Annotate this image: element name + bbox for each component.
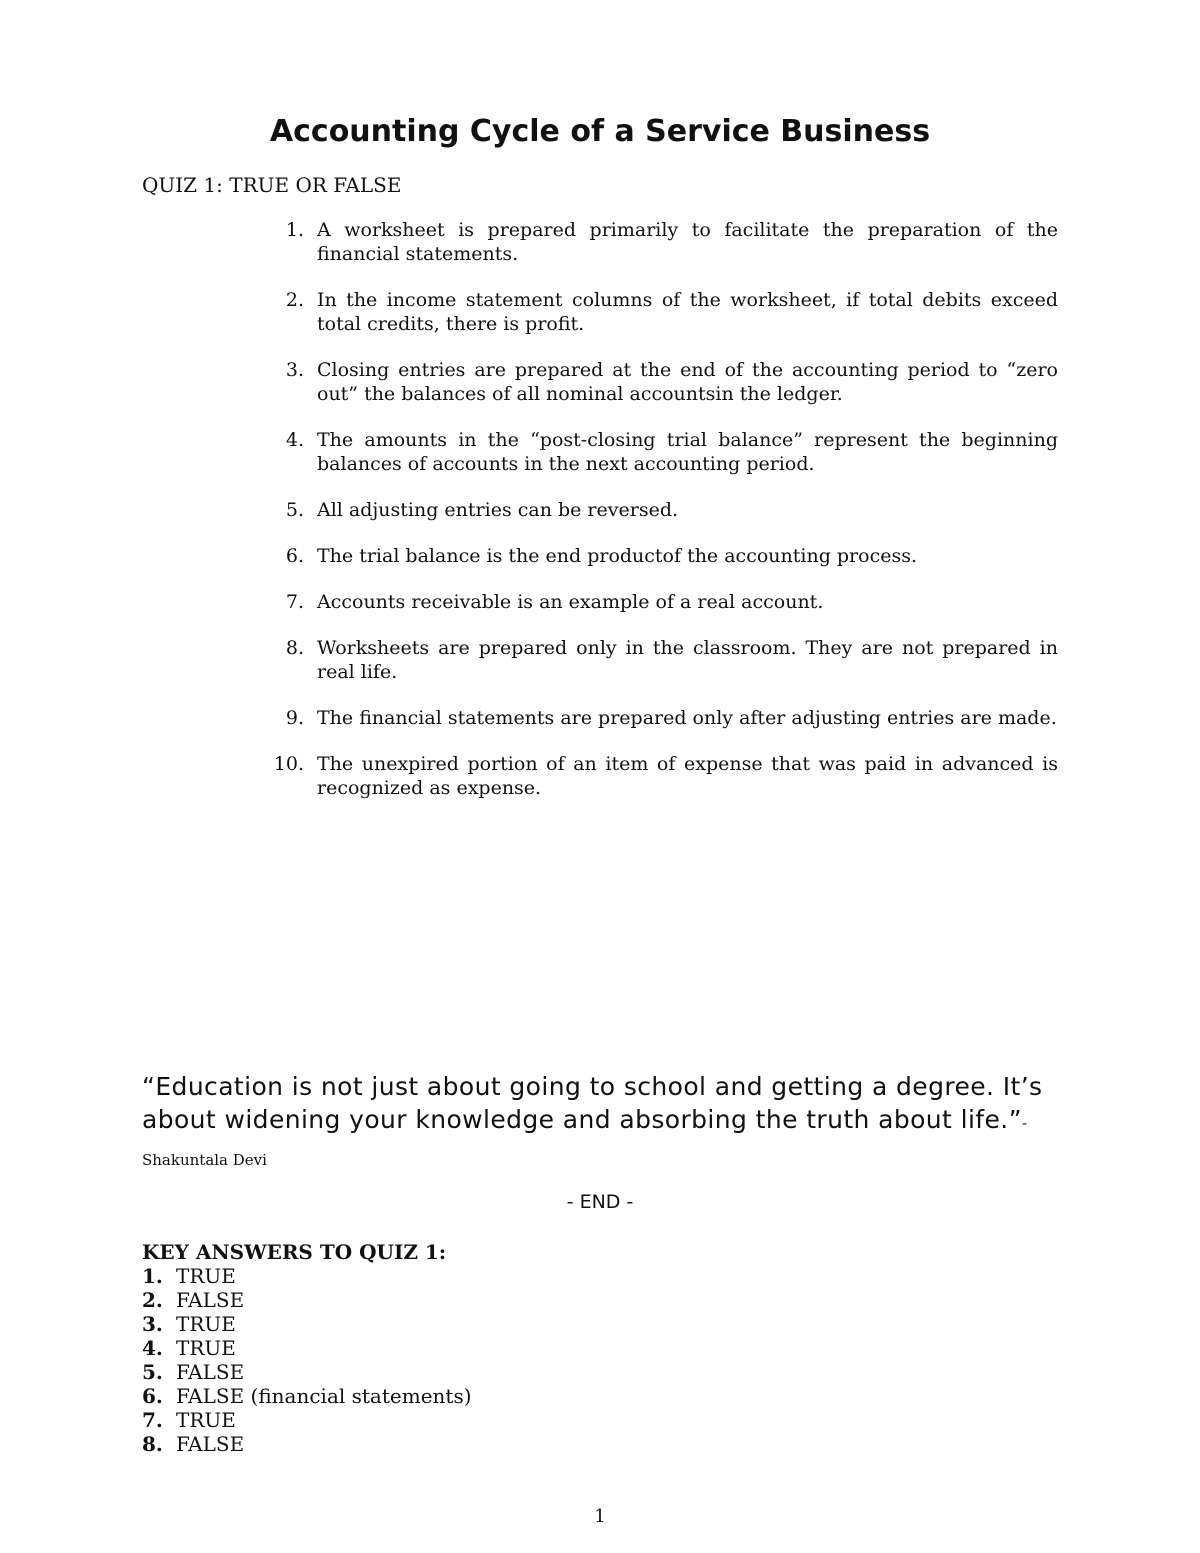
question-text: The trial balance is the end productof the accounting process. bbox=[317, 545, 918, 567]
question-item bbox=[270, 428, 1058, 476]
answer-value: TRUE bbox=[176, 1336, 236, 1360]
question-number: 6. bbox=[285, 545, 304, 567]
page-number: 1 bbox=[594, 1506, 606, 1527]
question-item bbox=[270, 636, 1058, 684]
answer-number: 6. bbox=[142, 1384, 163, 1408]
answer-item bbox=[142, 1288, 472, 1312]
quote-block bbox=[142, 1070, 1072, 1177]
question-number: 10. bbox=[273, 753, 304, 775]
question-number: 5. bbox=[285, 499, 304, 521]
answer-number: 4. bbox=[142, 1336, 163, 1360]
quote-author: -Shakuntala Devi bbox=[142, 1114, 1028, 1169]
answer-number: 1. bbox=[142, 1264, 163, 1288]
answer-item bbox=[142, 1408, 472, 1432]
question-number: 8. bbox=[285, 637, 304, 659]
question-item bbox=[270, 218, 1058, 266]
question-item bbox=[270, 544, 1058, 568]
question-item bbox=[270, 590, 1058, 614]
question-text: The financial statements are prepared only after adjusting entries are made. bbox=[317, 707, 1057, 729]
quote-text: “Education is not just about going to school and getting a degree. It’s about widening your knowledge and absorbing the truth about life.” bbox=[142, 1072, 1043, 1134]
end-marker: - END - bbox=[566, 1191, 634, 1213]
answer-number: 5. bbox=[142, 1360, 163, 1384]
answer-item bbox=[142, 1384, 472, 1408]
question-number: 2. bbox=[285, 289, 304, 311]
answer-number: 3. bbox=[142, 1312, 163, 1336]
question-item bbox=[270, 358, 1058, 406]
question-item bbox=[270, 498, 1058, 522]
answer-item bbox=[142, 1264, 472, 1288]
question-number: 9. bbox=[285, 707, 304, 729]
question-text: In the income statement columns of the worksheet, if total debits exceed total credits, there is profit. bbox=[317, 289, 1058, 335]
answer-value: FALSE bbox=[176, 1432, 245, 1456]
answer-number: 7. bbox=[142, 1408, 163, 1432]
answer-value: TRUE bbox=[176, 1264, 236, 1288]
question-item bbox=[270, 706, 1058, 730]
question-text: All adjusting entries can be reversed. bbox=[317, 499, 679, 521]
question-number: 4. bbox=[285, 429, 304, 451]
answer-key-heading: KEY ANSWERS TO QUIZ 1: bbox=[142, 1240, 447, 1264]
document-title: Accounting Cycle of a Service Business bbox=[269, 114, 931, 149]
question-text: The amounts in the “post-closing trial balance” represent the beginning balances of accounts in the next accounting period. bbox=[317, 429, 1058, 475]
answer-item bbox=[142, 1336, 472, 1360]
answer-value: FALSE (financial statements) bbox=[176, 1384, 472, 1408]
question-text: The unexpired portion of an item of expense that was paid in advanced is recognized as expense. bbox=[317, 753, 1058, 799]
answer-value: FALSE bbox=[176, 1360, 245, 1384]
answer-item bbox=[142, 1312, 472, 1336]
answer-number: 8. bbox=[142, 1432, 163, 1456]
question-number: 7. bbox=[285, 591, 304, 613]
question-number: 3. bbox=[285, 359, 304, 381]
answer-value: TRUE bbox=[176, 1408, 236, 1432]
answer-value: TRUE bbox=[176, 1312, 236, 1336]
question-list bbox=[270, 218, 1058, 822]
answer-item bbox=[142, 1432, 472, 1456]
question-text: A worksheet is prepared primarily to facilitate the preparation of the financial statements. bbox=[317, 219, 1058, 265]
answer-key-list bbox=[142, 1264, 472, 1456]
answer-value: FALSE bbox=[176, 1288, 245, 1312]
question-text: Closing entries are prepared at the end of the accounting period to “zero out” the balances of all nominal accountsin the ledger. bbox=[317, 359, 1058, 405]
question-number: 1. bbox=[285, 219, 304, 241]
question-text: Accounts receivable is an example of a real account. bbox=[317, 591, 824, 613]
question-item bbox=[270, 288, 1058, 336]
question-text: Worksheets are prepared only in the classroom. They are not prepared in real life. bbox=[317, 637, 1058, 683]
answer-number: 2. bbox=[142, 1288, 163, 1312]
question-item bbox=[270, 752, 1058, 800]
quiz-heading: QUIZ 1: TRUE OR FALSE bbox=[142, 173, 402, 197]
answer-item bbox=[142, 1360, 472, 1384]
